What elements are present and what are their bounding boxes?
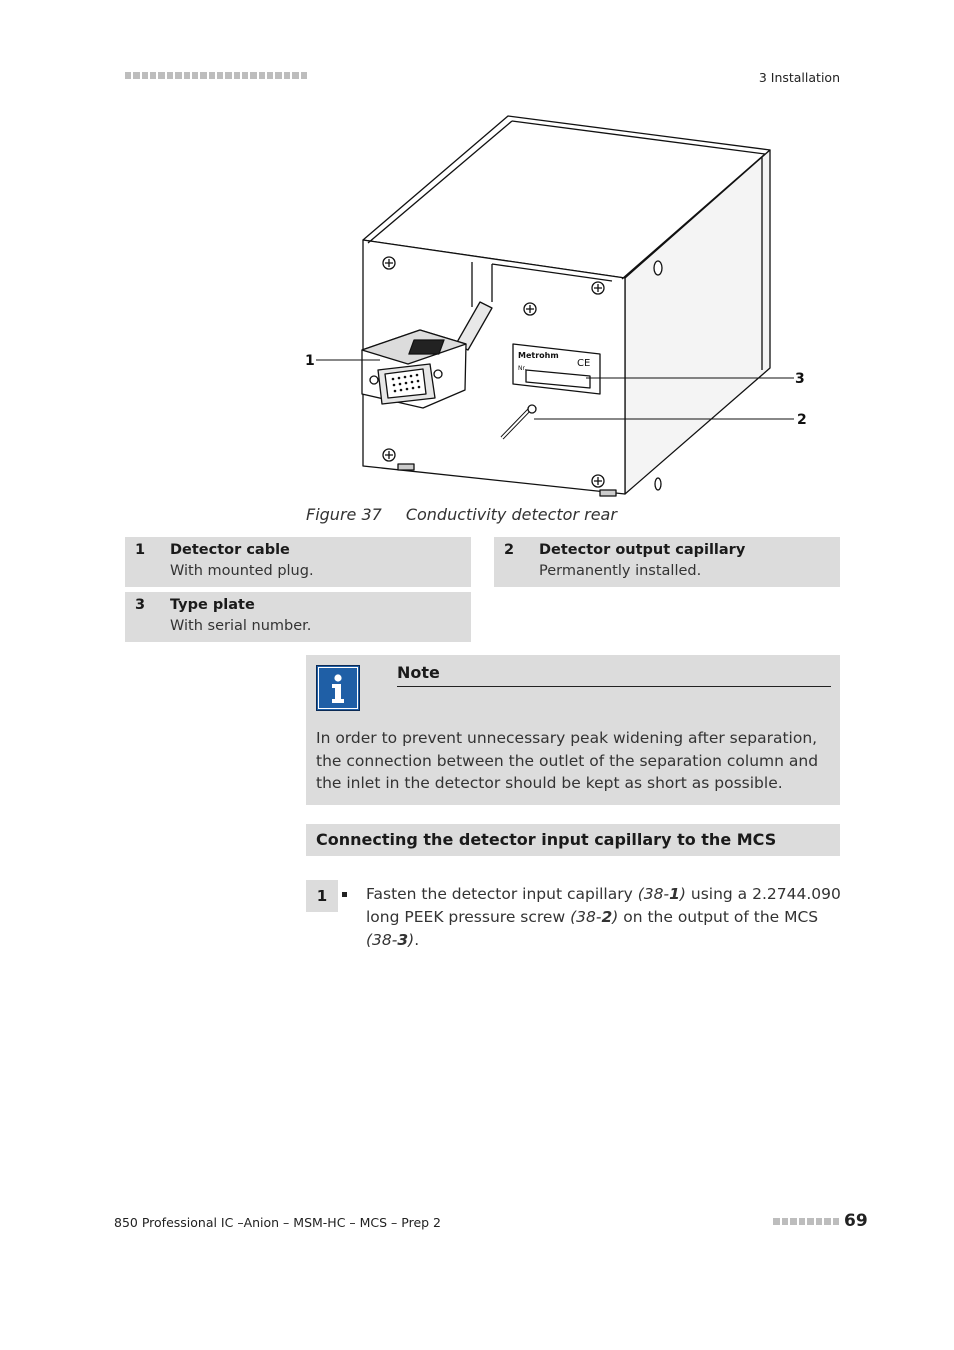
legend-item-3 [125, 592, 471, 642]
step-number-badge [306, 880, 338, 912]
page-number: 69 [844, 1211, 868, 1231]
note-title: Note [397, 663, 440, 682]
header-section-title: 3 Installation [758, 70, 840, 85]
info-icon [316, 665, 360, 711]
note-divider [397, 686, 831, 687]
section-heading [306, 824, 840, 856]
callout-2: 2 [797, 412, 807, 428]
legend-number: 3 [135, 597, 146, 613]
legend-title: Detector cable [170, 542, 290, 558]
detector-rear-illustration [290, 112, 820, 502]
step-text-part: Fasten the detector input capillary [366, 885, 638, 903]
legend-number: 1 [135, 542, 146, 558]
step-text-part: . [414, 931, 420, 949]
legend-item-2 [494, 537, 840, 587]
legend-number: 2 [504, 542, 515, 558]
footer-decoration [773, 1218, 839, 1226]
legend-title: Type plate [170, 597, 255, 613]
header-decoration [125, 72, 307, 80]
legend-description: With serial number. [170, 618, 312, 634]
callout-1: 1 [305, 353, 315, 369]
callout-3: 3 [795, 371, 805, 387]
step-number: 1 [316, 887, 328, 905]
figure-reference: (38- [366, 931, 398, 949]
note-text: In order to prevent unnecessary peak widening after separation, the connection between the outlet of the separation column and the inlet in the detector should be kept as short as possible. [316, 729, 819, 792]
figure-reference: ) [679, 885, 686, 903]
step-text [366, 883, 844, 952]
figure-reference-item: 2 [601, 908, 613, 926]
figure-reference-item: 1 [669, 885, 680, 903]
legend-title: Detector output capillary [539, 542, 746, 558]
figure-caption-number: Figure 37 [306, 505, 382, 524]
bullet-icon [342, 892, 347, 897]
svg-text:CE: CE [577, 358, 591, 369]
svg-text:Nr.: Nr. [518, 365, 527, 372]
footer-document-title: 850 Professional IC –Anion – MSM-HC – MCS – Prep 2 [114, 1215, 441, 1230]
legend-description: With mounted plug. [170, 563, 314, 579]
legend-item-1 [125, 537, 471, 587]
figure-reference-item: 3 [397, 931, 409, 949]
figure-reference: ) [408, 931, 415, 949]
figure-reference: ) [612, 908, 619, 926]
figure-caption [306, 505, 617, 524]
step-text-part: on the output of the MCS [618, 908, 819, 926]
section-heading-text: Connecting the detector input capillary to the MCS [316, 830, 777, 849]
note-box [306, 655, 840, 805]
figure-reference: (38- [570, 908, 602, 926]
svg-text:Metrohm: Metrohm [518, 351, 559, 360]
figure-reference: (38- [637, 885, 670, 903]
legend-description: Permanently installed. [539, 563, 702, 579]
figure-caption-title: Conductivity detector rear [405, 505, 617, 524]
step-text-part: using a 2.2744.090 long PEEK pressure screw [366, 885, 841, 926]
